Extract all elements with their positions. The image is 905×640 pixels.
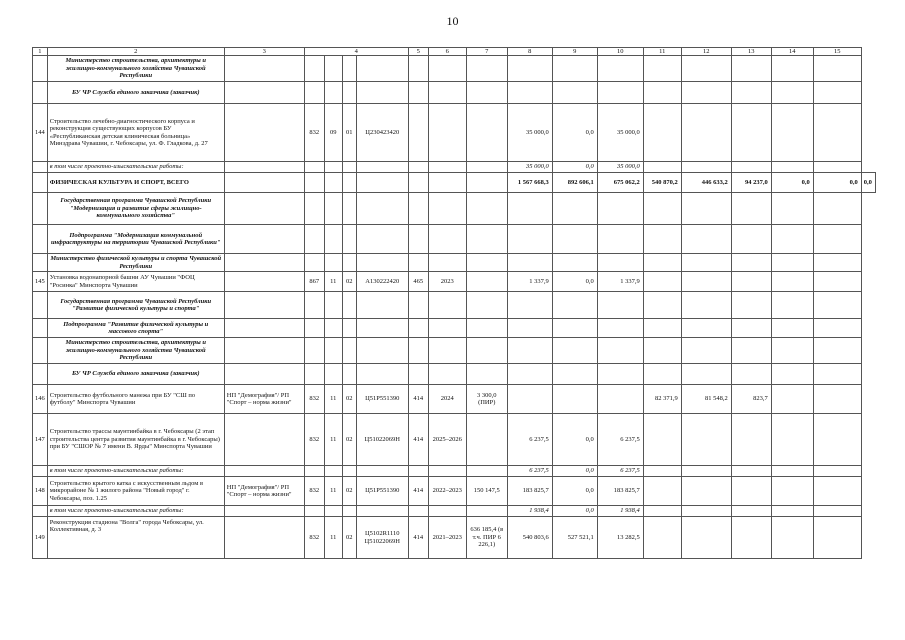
republic-value: 35 000,0 — [597, 162, 643, 173]
years: 2025–2026 — [428, 414, 466, 466]
federal-value: 0,0 — [552, 104, 597, 162]
national-project: НП "Демография"/ РП "Спорт – норма жизни" — [224, 385, 304, 414]
table-row — [33, 193, 876, 225]
object-name: Строительство лечебно-диагностического корпуса и реконструкция существующих корпусов БУ «Республиканская детская клиническая больница» Минздрава Чувашии, г. Чебоксары, ул. Ф. Гладкова, д. 27 — [47, 104, 224, 162]
col14-value: 0,0 — [813, 173, 861, 193]
republic-value: 675 062,2 — [597, 173, 643, 193]
pir-label: в том числе проектно-изыскательские работы: — [47, 162, 224, 173]
section-heading: БУ ЧР Служба единого заказчика (заказчик) — [47, 82, 224, 104]
section-code: 11 — [324, 414, 342, 466]
republic-value: 6 237,5 — [597, 466, 643, 477]
section-heading: Министерство строительства, архитектуры и жилищно-коммунального хозяйства Чувашской Республики — [47, 56, 224, 82]
republic-value: 1 938,4 — [597, 506, 643, 517]
budget-table — [32, 47, 876, 559]
republic-value: 183 825,7 — [597, 477, 643, 506]
table-row — [33, 56, 876, 82]
table-row — [33, 162, 876, 173]
section-heading: БУ ЧР Служба единого заказчика (заказчик) — [47, 364, 224, 385]
years: 2024 — [428, 385, 466, 414]
header-cell: 8 — [507, 48, 552, 56]
subprogram-heading: Подпрограмма "Модернизация коммунальной инфраструктуры на территории Чувашской Республики" — [47, 225, 224, 254]
col15-value: 0,0 — [861, 173, 875, 193]
estimate-cost: 150 147,5 — [466, 477, 507, 506]
federal-value: 0,0 — [552, 466, 597, 477]
grbs-code: 832 — [304, 104, 324, 162]
target-article: Ц5102R1110 Ц51022069Н — [356, 517, 408, 559]
section-heading: Министерство строительства, архитектуры и жилищно-коммунального хозяйства Чувашской Республики — [47, 338, 224, 364]
header-cell: 13 — [731, 48, 771, 56]
table-row — [33, 338, 876, 364]
category-total-label: ФИЗИЧЕСКАЯ КУЛЬТУРА И СПОРТ, ВСЕГО — [47, 173, 224, 193]
object-name: Установка водонапорной башни АУ Чувашии "ФОЦ "Росинка" Минспорта Чувашии — [47, 272, 224, 292]
col10-value: 82 371,9 — [643, 385, 681, 414]
header-cell: 3 — [224, 48, 304, 56]
federal-value: 0,0 — [552, 477, 597, 506]
grbs-code: 832 — [304, 385, 324, 414]
subsection-code: 01 — [342, 104, 356, 162]
republic-value: 6 237,5 — [597, 414, 643, 466]
table-row — [33, 104, 876, 162]
years: 2022–2023 — [428, 477, 466, 506]
header-cell: 11 — [643, 48, 681, 56]
col11-value: 446 633,2 — [681, 173, 731, 193]
expense-type: 414 — [408, 477, 428, 506]
table-row — [33, 292, 876, 319]
grbs-code: 832 — [304, 477, 324, 506]
header-cell: 9 — [552, 48, 597, 56]
header-cell: 1 — [33, 48, 48, 56]
col12-value: 823,7 — [731, 385, 771, 414]
object-name: Строительство футбольного манежа при БУ "СШ по футболу" Минспорта Чувашии — [47, 385, 224, 414]
table-row — [33, 414, 876, 466]
row-number: 145 — [33, 272, 48, 292]
estimate-cost: 3 300,0 (ПИР) — [466, 385, 507, 414]
header-cell: 10 — [597, 48, 643, 56]
federal-value: 0,0 — [552, 162, 597, 173]
total-value: 6 237,5 — [507, 466, 552, 477]
table-row — [33, 254, 876, 272]
object-name: Строительство трассы маунтинбайка в г. Чебоксары (2 этап строительства центра развития маунтинбайка в г. Чебоксары) при БУ "СШОР № 7 имени В. Ярды" Минспорта Чувашии — [47, 414, 224, 466]
table-row — [33, 319, 876, 338]
expense-type: 414 — [408, 517, 428, 559]
years: 2023 — [428, 272, 466, 292]
col12-value: 94 237,0 — [731, 173, 771, 193]
target-article: Ц51Р551390 — [356, 385, 408, 414]
section-code: 11 — [324, 272, 342, 292]
table-row — [33, 477, 876, 506]
row-number: 146 — [33, 385, 48, 414]
expense-type: 465 — [408, 272, 428, 292]
header-cell: 7 — [466, 48, 507, 56]
header-row — [33, 48, 876, 56]
page-number: 10 — [446, 14, 459, 28]
subsection-code: 02 — [342, 477, 356, 506]
federal-value: 0,0 — [552, 414, 597, 466]
subprogram-heading: Подпрограмма "Развитие физической культуры и массового спорта" — [47, 319, 224, 338]
target-article: Ц230423420 — [356, 104, 408, 162]
section-code: 09 — [324, 104, 342, 162]
total-value: 35 000,0 — [507, 104, 552, 162]
section-code: 11 — [324, 517, 342, 559]
grbs-code: 832 — [304, 414, 324, 466]
table-row — [33, 506, 876, 517]
row-number: 147 — [33, 414, 48, 466]
total-value: 1 567 668,3 — [507, 173, 552, 193]
federal-value: 892 606,1 — [552, 173, 597, 193]
header-cell: 15 — [813, 48, 861, 56]
row-number: 144 — [33, 104, 48, 162]
estimate-cost: 636 185,4 (в т.ч. ПИР 6 226,1) — [466, 517, 507, 559]
header-cell: 12 — [681, 48, 731, 56]
object-name: Реконструкция стадиона "Волга" города Чебоксары, ул. Коллективная, д. 3 — [47, 517, 224, 559]
section-code: 11 — [324, 385, 342, 414]
republic-value: 35 000,0 — [597, 104, 643, 162]
subsection-code: 02 — [342, 414, 356, 466]
table-row — [33, 225, 876, 254]
object-name: Строительство крытого катка с искусственным льдом в микрорайоне № 1 жилого района "Новый город" г. Чебоксары, поз. 1.25 — [47, 477, 224, 506]
table-row — [33, 385, 876, 414]
federal-value: 527 521,1 — [552, 517, 597, 559]
years: 2021–2023 — [428, 517, 466, 559]
federal-value: 0,0 — [552, 506, 597, 517]
national-project: НП "Демография"/ РП "Спорт – норма жизни" — [224, 477, 304, 506]
table-row — [33, 466, 876, 477]
row-number: 149 — [33, 517, 48, 559]
header-cell: 4 — [304, 48, 408, 56]
total-value: 35 000,0 — [507, 162, 552, 173]
subsection-code: 02 — [342, 385, 356, 414]
col13-value: 0,0 — [771, 173, 813, 193]
total-value: 183 825,7 — [507, 477, 552, 506]
table-row — [33, 272, 876, 292]
table-row — [33, 82, 876, 104]
grbs-code: 832 — [304, 517, 324, 559]
pir-label: в том числе проектно-изыскательские работы: — [47, 506, 224, 517]
col11-value: 81 548,2 — [681, 385, 731, 414]
section-code: 11 — [324, 477, 342, 506]
subsection-code: 02 — [342, 517, 356, 559]
header-cell: 14 — [771, 48, 813, 56]
target-article: Ц51Р551390 — [356, 477, 408, 506]
target-article: А130222420 — [356, 272, 408, 292]
grbs-code: 867 — [304, 272, 324, 292]
total-value: 6 237,5 — [507, 414, 552, 466]
header-cell: 6 — [428, 48, 466, 56]
program-heading: Государственная программа Чувашской Республики "Модернизация и развитие сферы жилищно-коммунального хозяйства" — [47, 193, 224, 225]
expense-type: 414 — [408, 385, 428, 414]
total-value: 1 938,4 — [507, 506, 552, 517]
federal-value: 0,0 — [552, 272, 597, 292]
col10-value: 540 870,2 — [643, 173, 681, 193]
expense-type: 414 — [408, 414, 428, 466]
subsection-code: 02 — [342, 272, 356, 292]
total-value: 1 337,9 — [507, 272, 552, 292]
target-article: Ц51022069Н — [356, 414, 408, 466]
table-row — [33, 173, 876, 193]
header-cell: 5 — [408, 48, 428, 56]
republic-value: 1 337,9 — [597, 272, 643, 292]
table-row — [33, 364, 876, 385]
total-value: 540 803,6 — [507, 517, 552, 559]
program-heading: Государственная программа Чувашской Республики "Развитие физической культуры и спорта" — [47, 292, 224, 319]
row-number: 148 — [33, 477, 48, 506]
header-cell: 2 — [47, 48, 224, 56]
republic-value: 13 282,5 — [597, 517, 643, 559]
section-heading: Министерство физической культуры и спорта Чувашской Республики — [47, 254, 224, 272]
table-row — [33, 517, 876, 559]
pir-label: в том числе проектно-изыскательские работы: — [47, 466, 224, 477]
